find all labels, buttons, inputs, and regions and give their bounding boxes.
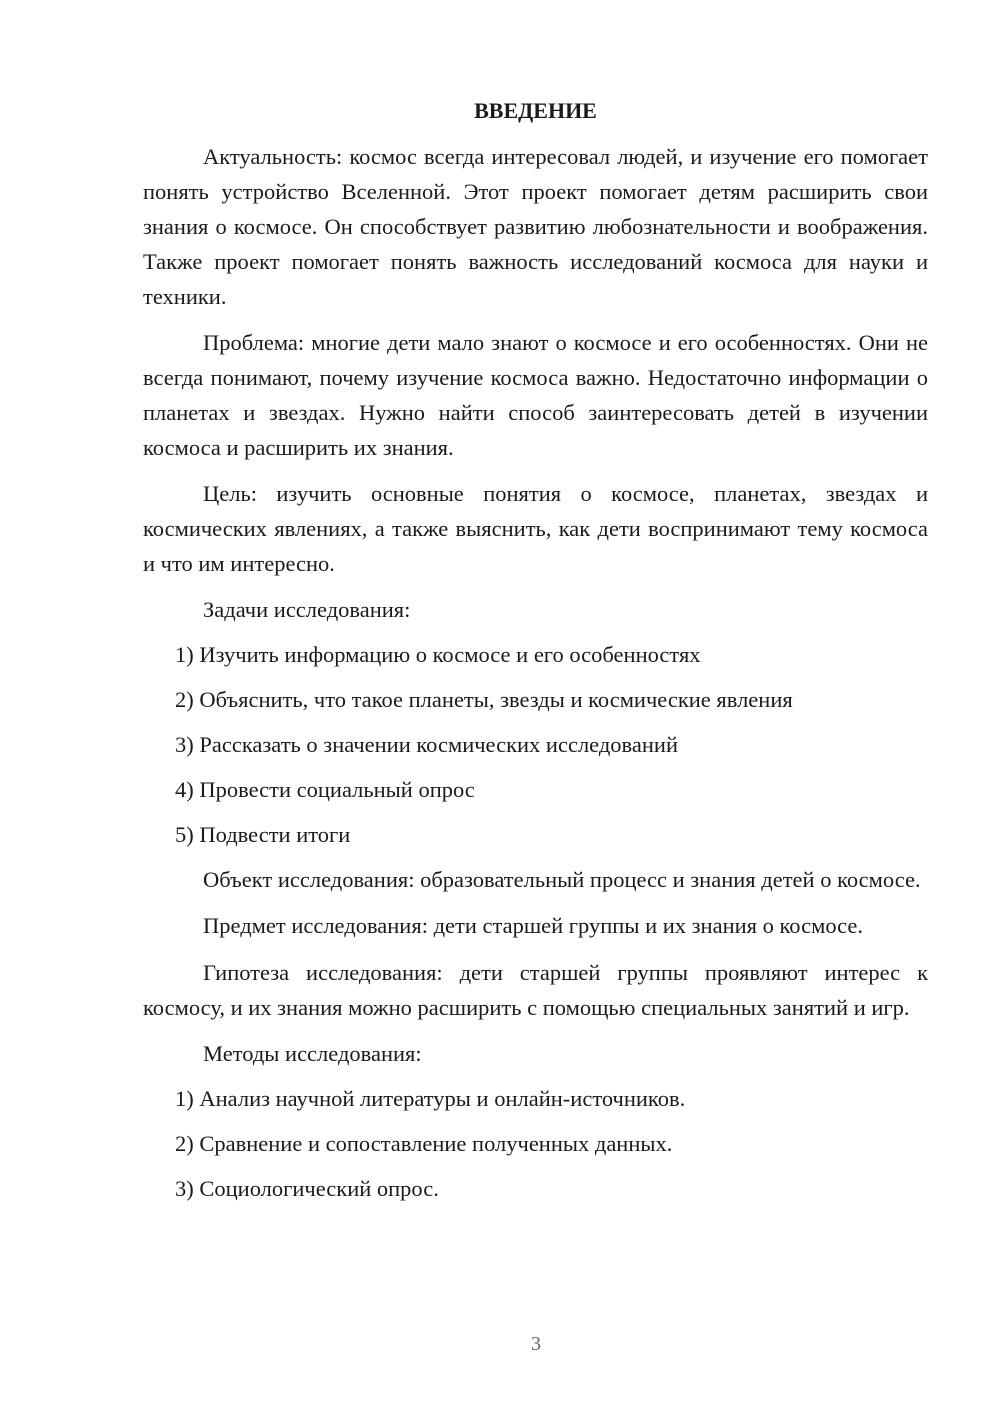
list-item: 5) Подвести итоги bbox=[175, 822, 351, 847]
list-item: 3) Социологический опрос. bbox=[175, 1176, 439, 1201]
goal-paragraph: Цель: изучить основные понятия о космосе, планетах, звездах и космических явлениях, а также выяснить, как дети воспринимают тему космоса и что им интересно. bbox=[143, 481, 928, 576]
list-item: 1) Изучить информацию о космосе и его особенностях bbox=[175, 642, 701, 667]
relevance-paragraph: Актуальность: космос всегда интересовал людей, и изучение его помогает понять устройство Вселенной. Этот проект помогает детям расширить свои знания о космосе. Он способствует развитию любознательности и воображения. Также проект помогает понять важность исследований космоса для науки и техники. bbox=[143, 144, 928, 309]
problem-paragraph: Проблема: многие дети мало знают о космосе и его особенностях. Они не всегда понимают, почему изучение космоса важно. Недостаточно информации о планетах и звездах. Нужно найти способ заинтересовать детей в изучении космоса и расширить их знания. bbox=[143, 330, 928, 460]
list-item: 1) Анализ научной литературы и онлайн-источников. bbox=[175, 1086, 686, 1111]
list-item: 2) Объяснить, что такое планеты, звезды и космические явления bbox=[175, 687, 793, 712]
list-item: 3) Рассказать о значении космических исследований bbox=[175, 732, 678, 757]
methods-list bbox=[143, 1081, 928, 1206]
tasks-title: Задачи исследования: bbox=[203, 597, 411, 622]
methods-title: Методы исследования: bbox=[203, 1041, 422, 1066]
object-paragraph: Объект исследования: образовательный процесс и знания детей о космосе. bbox=[203, 867, 921, 892]
document-page bbox=[143, 95, 928, 1216]
list-item: 4) Провести социальный опрос bbox=[175, 777, 475, 802]
hypothesis-paragraph: Гипотеза исследования: дети старшей группы проявляют интерес к космосу, и их знания можно расширить с помощью специальных занятий и игр. bbox=[143, 960, 928, 1020]
list-item: 2) Сравнение и сопоставление полученных данных. bbox=[175, 1131, 673, 1156]
page-number: 3 bbox=[531, 1333, 541, 1355]
section-heading: ВВЕДЕНИЕ bbox=[474, 98, 597, 123]
tasks-list bbox=[143, 637, 928, 852]
subject-paragraph: Предмет исследования: дети старшей группы и их знания о космосе. bbox=[203, 913, 864, 938]
